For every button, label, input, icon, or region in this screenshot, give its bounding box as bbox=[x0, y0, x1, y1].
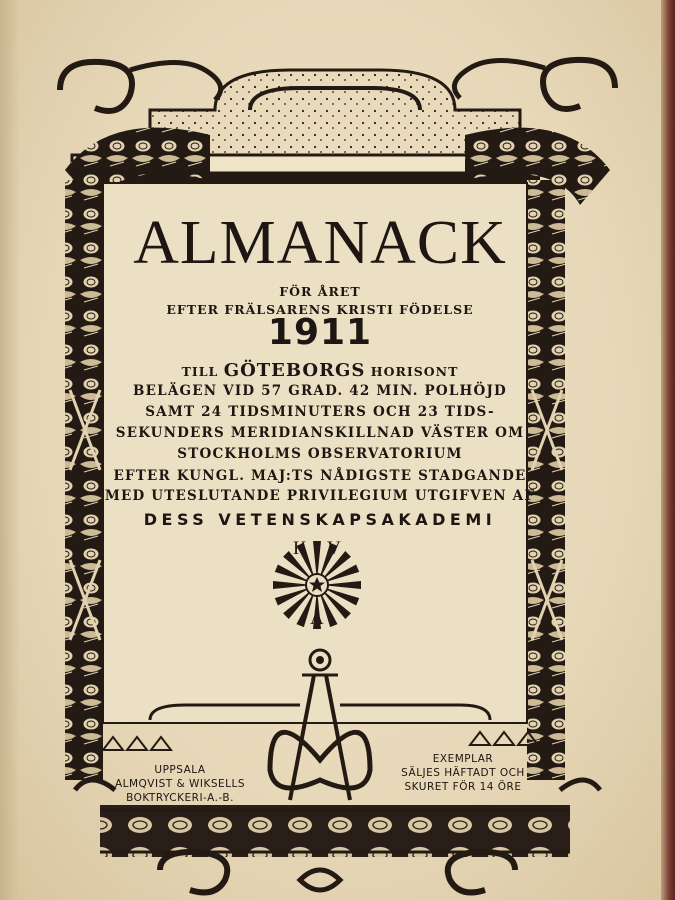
imprint-left bbox=[105, 763, 255, 805]
imprint-right bbox=[388, 752, 538, 794]
imprint-left-line: BOKTRYCKERI-A.-B. bbox=[126, 792, 234, 804]
for-year-line: FÖR ÅRET bbox=[279, 284, 361, 299]
almanac-title: ALMANACK bbox=[133, 209, 507, 277]
horizon-suffix: HORISONT bbox=[370, 364, 459, 379]
after-birth-line: EFTER FRÄLSARENS KRISTI FÖDELSE bbox=[166, 302, 474, 317]
horizon-prefix: TILL bbox=[181, 364, 219, 379]
horizon-line bbox=[100, 360, 540, 381]
location-line-4: STOCKHOLMS OBSERVATORIUM bbox=[177, 446, 463, 462]
imprint-right-line: SKURET FÖR 14 ÖRE bbox=[404, 781, 522, 793]
emblem-letter-k: K bbox=[293, 538, 307, 559]
imprint-right-line: SÄLJES HÄFTADT OCH bbox=[401, 767, 525, 779]
location-line-2: SAMT 24 TIDSMINUTERS OCH 23 TIDS- bbox=[145, 404, 495, 420]
imprint-left-line: ALMQVIST & WIKSELLS bbox=[114, 778, 246, 790]
location-line-3: SEKUNDERS MERIDIANSKILLNAD VÄSTER OM bbox=[115, 425, 525, 441]
emblem-letter-a: A bbox=[310, 608, 324, 629]
imprint-right-line: EXEMPLAR bbox=[432, 753, 494, 765]
year: 1911 bbox=[267, 312, 373, 353]
horizon-city: GÖTEBORGS bbox=[223, 360, 366, 381]
imprint-left-line: UPPSALA bbox=[154, 764, 206, 776]
academy-name: DESS VETENSKAPSAKADEMI bbox=[143, 510, 497, 529]
emblem-letter-v: V bbox=[327, 538, 341, 559]
decree-line-2: MED UTESLUTANDE PRIVILEGIUM UTGIFVEN AF bbox=[104, 488, 536, 504]
decree-line-1: EFTER KUNGL. MAJ:TS NÅDIGSTE STADGANDE bbox=[113, 468, 527, 484]
location-line-1: BELÄGEN VID 57 GRAD. 42 MIN. POLHÖJD bbox=[133, 383, 507, 399]
